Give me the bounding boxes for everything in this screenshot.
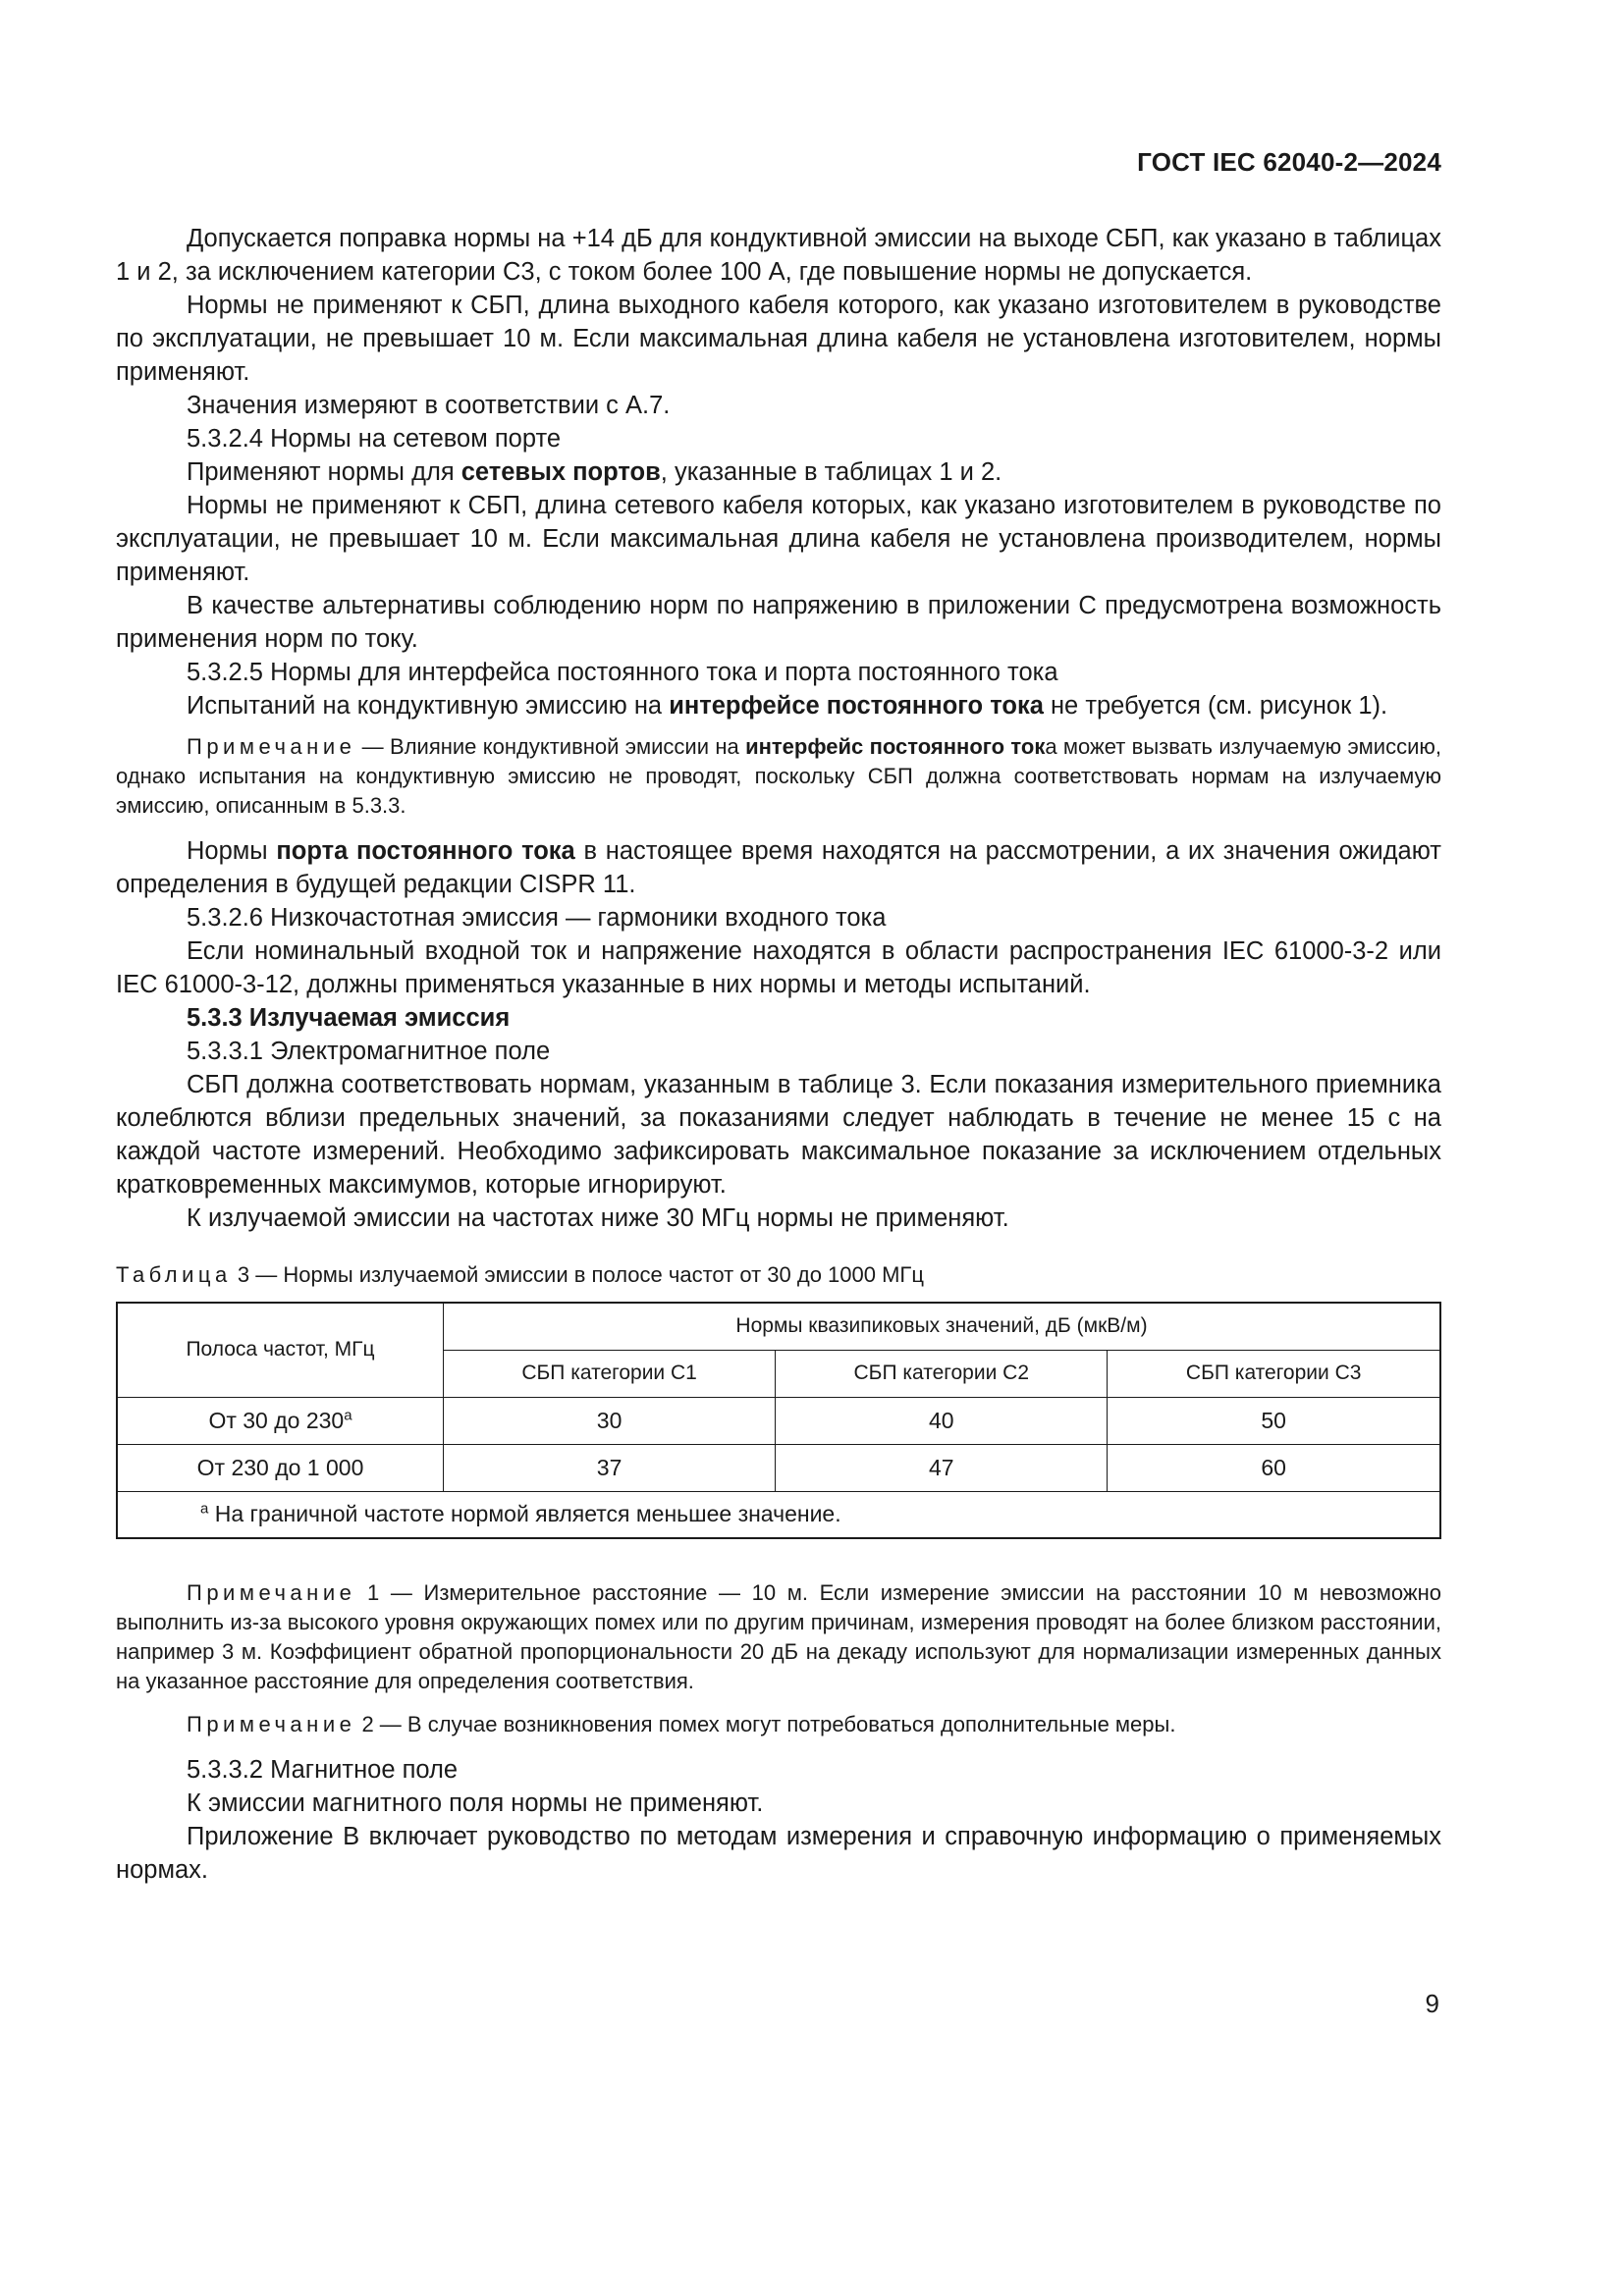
- table-cell: 50: [1108, 1397, 1440, 1444]
- table-cell: 60: [1108, 1444, 1440, 1491]
- text-run: в настоящее время находятся на рассмотрении, а их значения ожидают определения в будущей редакции CISPR 11.: [116, 837, 1441, 898]
- text-run: Испытаний на кондуктивную эмиссию на: [187, 692, 670, 720]
- table-caption-text: 3 — Нормы излучаемой эмиссии в полосе частот от 30 до 1000 МГц: [231, 1262, 924, 1287]
- note-1: [116, 1578, 1441, 1696]
- table-cell-band: [117, 1444, 444, 1491]
- bold-term: сетевых портов: [460, 458, 661, 486]
- table-header-row: [117, 1303, 1440, 1350]
- table-caption-label: Таблица: [116, 1262, 232, 1287]
- band-text: От 30 до 230: [208, 1407, 345, 1433]
- note-label: Примечание: [187, 1580, 356, 1605]
- text-run: Нормы: [187, 837, 277, 865]
- text-run: — Влияние кондуктивной эмиссии на: [355, 734, 746, 759]
- text-run: 1 — Измерительное расстояние — 10 м. Если измерение эмиссии на расстоянии 10 м невозможно выполнить из-за высокого уровня окружающих помех или по другим причинам, измерения проводят на более близком расстоянии, например 3 м. Коэффициент обратной пропорциональности 20 дБ на декаду используют для нормализации измеренных данных на указанное расстояние для определения соответствия.: [116, 1580, 1441, 1693]
- column-header-c2: СБП категории С2: [776, 1350, 1108, 1397]
- column-header-frequency: Полоса частот, МГц: [117, 1303, 444, 1397]
- column-header-c3: СБП категории С3: [1108, 1350, 1440, 1397]
- page-number: 9: [1425, 1989, 1439, 2018]
- footnote-marker: a: [200, 1500, 209, 1518]
- note-label: Примечание: [187, 734, 356, 759]
- section-heading-5-3-3-2: 5.3.3.2 Магнитное поле: [187, 1756, 459, 1784]
- paragraph: Нормы не применяют к СБП, длина выходного кабеля которого, как указано изготовителем в руководстве по эксплуатации, не превышает 10 м. Если максимальная длина кабеля не установлена изготовителем, нормы применяют.: [116, 292, 1441, 386]
- paragraph: [116, 834, 1441, 901]
- section-heading-5-3-3: 5.3.3 Излучаемая эмиссия: [187, 1004, 511, 1032]
- table-cell: 37: [444, 1444, 776, 1491]
- section-heading-5-3-3-1: 5.3.3.1 Электромагнитное поле: [187, 1038, 551, 1065]
- table-cell: 40: [776, 1397, 1108, 1444]
- footnote-text: На граничной частоте нормой является меньшее значение.: [208, 1501, 841, 1527]
- section-heading-5-3-2-4: 5.3.2.4 Нормы на сетевом порте: [187, 425, 562, 453]
- paragraph: СБП должна соответствовать нормам, указанным в таблице 3. Если показания измерительного приемника колеблются вблизи предельных значений, за показаниями следует наблюдать в течение не менее 15 с на каждой частоте измерений. Необходимо зафиксировать максимальное показание за исключением отдельных кратковременных максимумов, которые игнорируют.: [116, 1071, 1441, 1199]
- table-cell-band: [117, 1397, 444, 1444]
- paragraph: Допускается поправка нормы на +14 дБ для кондуктивной эмиссии на выходе СБП, как указано в таблицах 1 и 2, за исключением категории С3, с током более 100 А, где повышение нормы не допускается.: [116, 225, 1441, 286]
- table-row: [117, 1444, 1440, 1491]
- paragraph: Нормы не применяют к СБП, длина сетевого кабеля которых, как указано изготовителем в руководстве по эксплуатации, не превышает 10 м. Если максимальная длина кабеля не установлена производителем, нормы применяют.: [116, 492, 1441, 586]
- paragraph: [116, 455, 1441, 489]
- paragraph: Приложение В включает руководство по методам измерения и справочную информацию о применяемых нормах.: [116, 1823, 1441, 1884]
- table-cell: 30: [444, 1397, 776, 1444]
- column-header-c1: СБП категории С1: [444, 1350, 776, 1397]
- text-run: Применяют нормы для: [187, 458, 461, 486]
- paragraph: Если номинальный входной ток и напряжение находятся в области распространения IEC 61000-3-2 или IEC 61000-3-12, должны применяться указанные в них нормы и методы испытаний.: [116, 937, 1441, 998]
- table-cell: 47: [776, 1444, 1108, 1491]
- paragraph: В качестве альтернативы соблюдению норм по напряжению в приложении С предусмотрена возможность применения норм по току.: [116, 592, 1441, 653]
- emission-limits-table: [116, 1302, 1441, 1539]
- text-run: 2 — В случае возникновения помех могут потребоваться дополнительные меры.: [355, 1712, 1176, 1736]
- table-row: [117, 1397, 1440, 1444]
- note-label: Примечание: [187, 1712, 356, 1736]
- section-heading-5-3-2-5: 5.3.2.5 Нормы для интерфейса постоянного тока и порта постоянного тока: [187, 659, 1058, 686]
- main-content: [116, 222, 1441, 1887]
- text-run: не требуется (см. рисунок 1).: [1043, 692, 1388, 720]
- paragraph: К эмиссии магнитного поля нормы не применяют.: [187, 1789, 764, 1817]
- paragraph: Значения измеряют в соответствии с А.7.: [187, 392, 671, 419]
- section-heading-5-3-2-6: 5.3.2.6 Низкочастотная эмиссия — гармоники входного тока: [187, 904, 887, 932]
- notes-block: [116, 1578, 1441, 1739]
- table-footnote: [117, 1491, 1440, 1538]
- text-run: , указанные в таблицах 1 и 2.: [660, 458, 1002, 486]
- bold-term: интерфейсе постоянного тока: [669, 692, 1044, 720]
- band-text: От 230 до 1 000: [196, 1454, 364, 1480]
- note: [116, 732, 1441, 821]
- bold-term: интерфейс постоянного ток: [745, 734, 1046, 759]
- bold-term: порта постоянного тока: [276, 837, 575, 865]
- text-run: а может вызвать излучаемую эмиссию, однако испытания на кондуктивную эмиссию не проводят, поскольку СБП должна соответствовать нормам на излучаемую эмиссию, описанным в 5.3.3.: [116, 734, 1441, 818]
- column-header-group: Нормы квазипиковых значений, дБ (мкВ/м): [444, 1303, 1441, 1350]
- note-2: [116, 1710, 1441, 1739]
- paragraph: [116, 689, 1441, 722]
- footnote-marker: a: [344, 1406, 352, 1423]
- paragraph: К излучаемой эмиссии на частотах ниже 30 МГц нормы не применяют.: [187, 1204, 1009, 1232]
- document-code: ГОСТ IEC 62040-2—2024: [1137, 147, 1441, 177]
- table-footnote-row: [117, 1491, 1440, 1538]
- table-caption: [116, 1260, 1441, 1290]
